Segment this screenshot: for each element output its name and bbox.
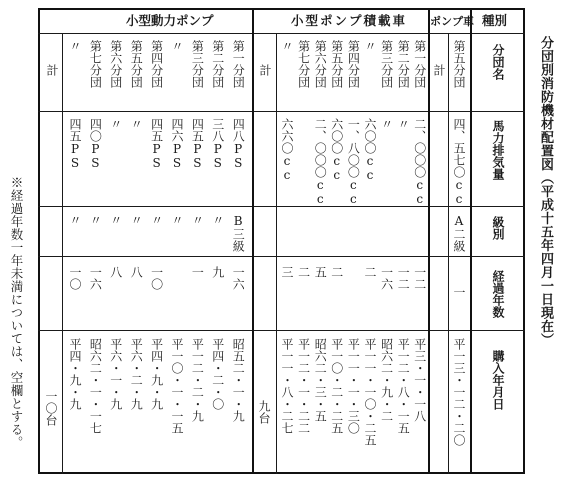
sp-purchase-9: 昭五二・一・九	[231, 338, 246, 422]
spt-total-label: 計	[258, 64, 272, 76]
spt-hp-7: 〃	[379, 118, 394, 130]
spt-years-4: 二	[329, 266, 344, 278]
header-pump-truck: ポンプ車	[430, 15, 474, 28]
sp-total-label: 計	[45, 64, 59, 76]
spt-total-count: 九台	[257, 400, 271, 424]
spt-hp-6: 六〇〇cc	[363, 118, 377, 182]
spt-units-7: 第三分団	[379, 40, 394, 88]
sp-units-9: 第一分団	[231, 40, 246, 88]
pump-truck-years: 一	[452, 286, 466, 298]
spt-purchase-3: 昭六二・三・五	[313, 338, 328, 422]
sp-grade-1: 〃	[68, 214, 82, 226]
spt-units-3: 第六分団	[313, 40, 328, 88]
spt-units-4: 第五分団	[329, 40, 344, 88]
sp-years-8: 九	[210, 266, 225, 278]
spt-years-2: 二	[296, 266, 311, 278]
sp-years-1: 一〇	[68, 266, 82, 290]
row-label-hp: 馬力排気量	[491, 120, 505, 180]
sp-grade-9: B三級	[231, 214, 246, 252]
spt-units-6: 〃	[363, 40, 377, 52]
row-label-grade: 級別	[491, 216, 505, 240]
sp-hp-9: 四八PS	[231, 118, 246, 170]
sp-years-2: 一六	[88, 266, 103, 290]
sp-purchase-7: 平一二・二・九	[190, 338, 205, 422]
spt-hp-1: 六六〇cc	[280, 118, 294, 182]
sp-purchase-8: 平四・二・〇	[210, 338, 225, 410]
spt-years-7: 一六	[379, 266, 394, 290]
spt-years-3: 五	[313, 266, 328, 278]
spt-purchase-8: 平一二・八・一五	[396, 338, 411, 434]
sp-grade-6: 〃	[170, 214, 184, 226]
spt-years-6: 二	[363, 266, 377, 278]
pump-truck-purchase: 平一三・一二・二〇	[452, 338, 466, 446]
sp-grade-2: 〃	[88, 214, 103, 226]
row-label-unit: 分団名	[491, 44, 505, 80]
spt-purchase-4: 平一〇・二・二五	[329, 338, 344, 434]
sp-grade-4: 〃	[129, 214, 144, 226]
spt-hp-9: 二、〇〇〇cc	[412, 118, 427, 206]
sp-years-9: 一六	[231, 266, 246, 290]
spt-purchase-2: 平一二・一・二二	[296, 338, 311, 434]
footnote: ※経過年数一年未満については、空欄とする。	[9, 176, 24, 449]
pump-truck-total-label: 計	[432, 64, 446, 76]
sp-units-8: 第二分団	[210, 40, 225, 88]
row-label-purchase: 購入年月日	[491, 350, 505, 410]
sp-grade-8: 〃	[210, 214, 225, 226]
sp-hp-6: 四六PS	[170, 118, 184, 170]
spt-units-8: 第二分団	[396, 40, 411, 88]
sp-units-4: 第五分団	[129, 40, 144, 88]
spt-hp-3: 二、〇〇〇cc	[313, 118, 328, 206]
sp-years-4: 八	[129, 266, 144, 278]
sp-purchase-1: 平四・九・九	[68, 338, 82, 410]
spt-units-1: 〃	[280, 40, 294, 52]
sp-units-3: 第六分団	[108, 40, 123, 88]
pump-truck-grade: A二級	[452, 214, 466, 252]
sp-purchase-2: 昭六二・一・一七	[88, 338, 103, 434]
header-small-pump-truck: 小型ポンプ積載車	[291, 13, 408, 28]
spt-hp-4: 六〇〇cc	[329, 118, 344, 182]
sp-hp-5: 四五PS	[149, 118, 164, 170]
sp-hp-8: 三八PS	[210, 118, 225, 170]
sp-hp-4: 〃	[129, 118, 144, 130]
sp-units-1: 〃	[68, 40, 82, 52]
spt-units-9: 第一分団	[412, 40, 427, 88]
sp-hp-1: 四五PS	[68, 118, 82, 170]
pump-truck-hp: 四、五七〇cc	[452, 118, 466, 206]
sp-years-3: 八	[108, 266, 123, 278]
page-title: 分団別消防機材配置図（平成十五年四月一日現在）	[538, 36, 553, 347]
sp-grade-5: 〃	[149, 214, 164, 226]
sp-total-count: 一〇台	[44, 390, 58, 426]
sp-hp-3: 〃	[108, 118, 123, 130]
spt-purchase-9: 平三・一・一八	[412, 338, 427, 422]
spt-hp-8: 〃	[396, 118, 411, 130]
sp-purchase-5: 平四・九・九	[149, 338, 164, 410]
row-label-years: 経過年数	[491, 270, 505, 318]
spt-units-2: 第七分団	[296, 40, 311, 88]
sp-years-5: 一〇	[149, 266, 164, 290]
spt-years-9: 一二	[412, 266, 427, 290]
sp-purchase-4: 平六・二・九	[129, 338, 144, 410]
spt-purchase-5: 平一一・一・三〇	[346, 338, 361, 434]
sp-years-7: 一	[190, 266, 205, 278]
sp-units-7: 第三分団	[190, 40, 205, 88]
spt-units-5: 第四分団	[346, 40, 361, 88]
sp-hp-2: 四〇PS	[88, 118, 103, 170]
spt-purchase-1: 平一一・八・二七	[280, 338, 294, 434]
sp-purchase-6: 平一〇・一・一五	[170, 338, 184, 434]
sp-units-6: 〃	[170, 40, 184, 52]
spt-purchase-6: 平一一・一〇・二五	[363, 338, 377, 446]
pump-truck-unit: 第五分団	[452, 40, 466, 88]
spt-years-8: 一二	[396, 266, 411, 290]
sp-grade-3: 〃	[108, 214, 123, 226]
sp-hp-7: 四五PS	[190, 118, 205, 170]
header-small-pump: 小型動力ポンプ	[126, 13, 214, 28]
sp-purchase-3: 平六・一・九	[108, 338, 123, 410]
equipment-table	[38, 8, 525, 474]
sp-units-2: 第七分団	[88, 40, 103, 88]
sp-units-5: 第四分団	[149, 40, 164, 88]
spt-purchase-7: 昭六二・九・二	[379, 338, 394, 422]
spt-hp-5: 一、八〇〇cc	[346, 118, 361, 206]
header-type: 種別	[482, 13, 508, 28]
sp-grade-7: 〃	[190, 214, 205, 226]
spt-years-1: 三	[280, 266, 294, 278]
